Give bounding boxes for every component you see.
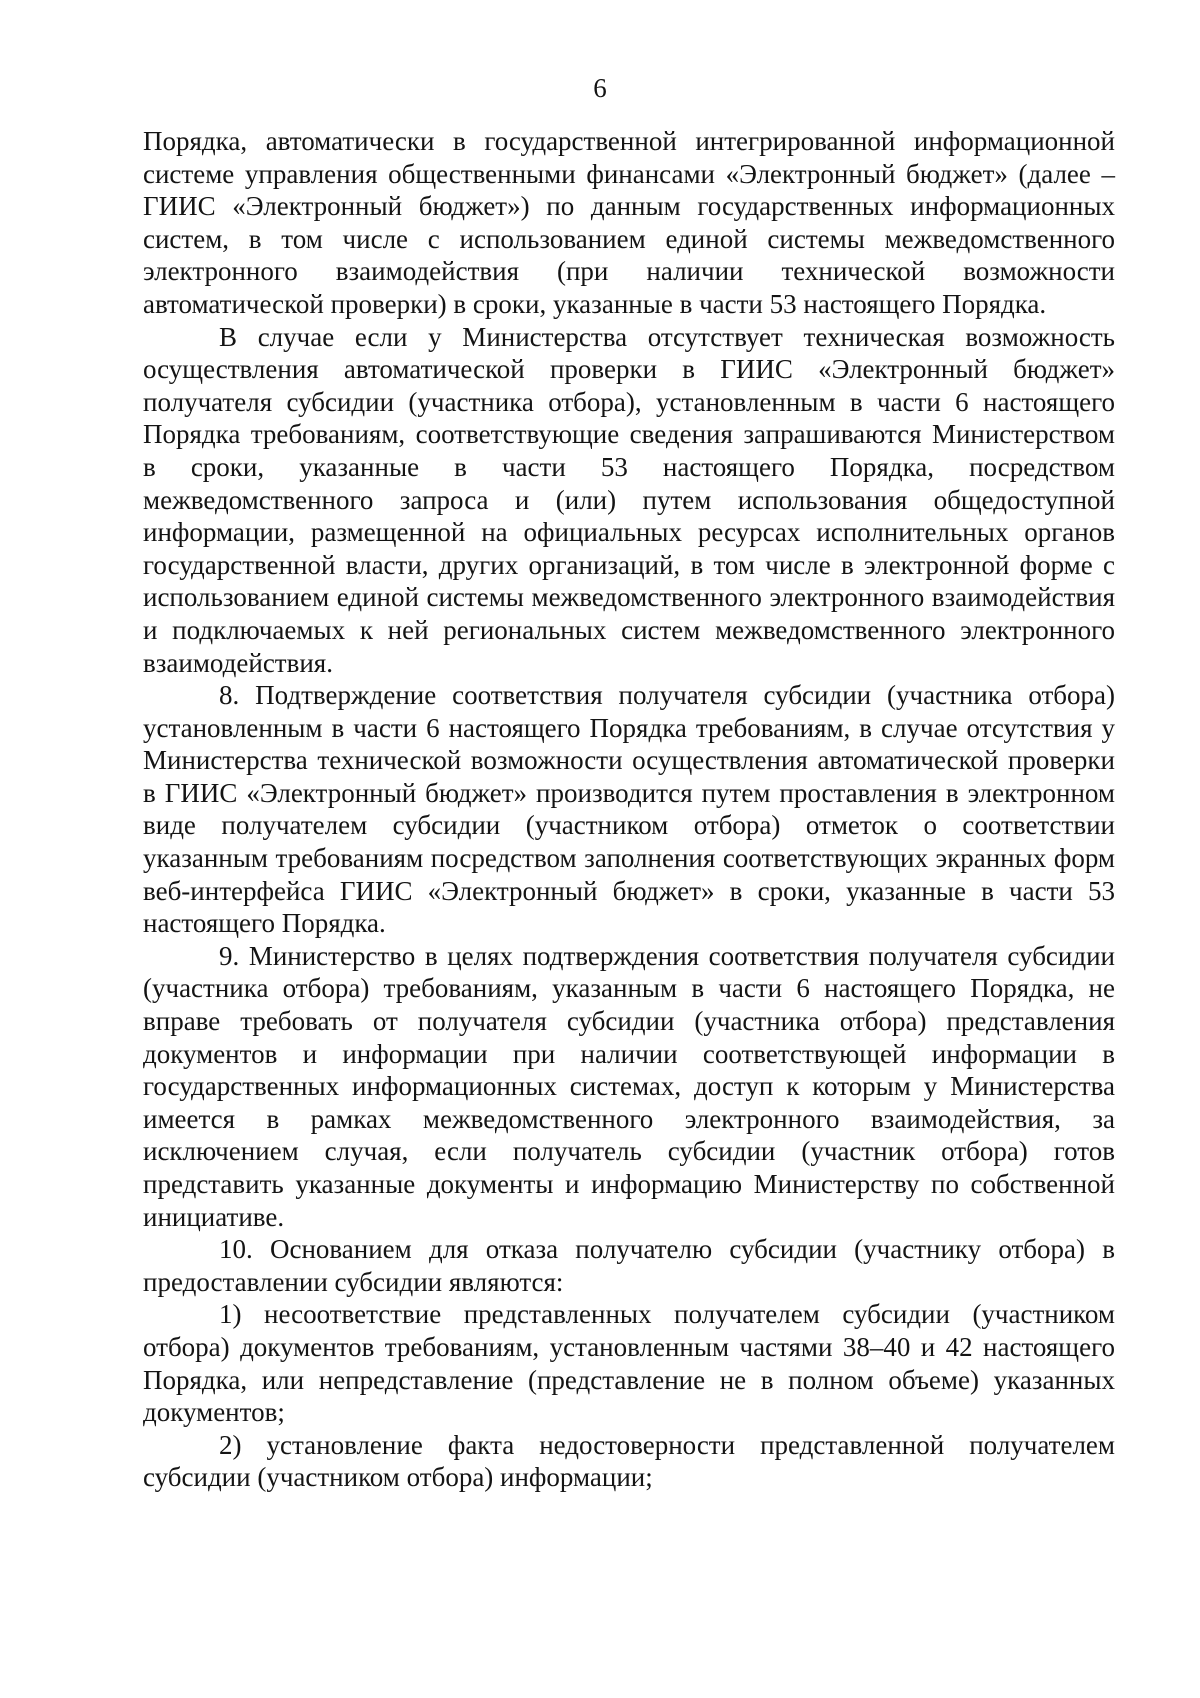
paragraph-subitem-2: 2) установление факта недостоверности представленной получателем субсидии (участником отбора) информации; bbox=[143, 1429, 1115, 1493]
paragraph-subitem-1: 1) несоответствие представленных получателем субсидии (участником отбора) документов требованиям, установленным частями 38–40 и 42 настоящего Порядка, или непредставление (представление не в полном объеме) указанных документов; bbox=[143, 1299, 1115, 1428]
paragraph-no-technical-possibility: В случае если у Министерства отсутствует техническая возможность осуществления автоматической проверки в ГИИС «Электронный бюджет» получателя субсидии (участника отбора), установленным в части 6 настоящего Порядка требованиям, соответствующие сведения запрашиваются Министерством в сроки, указанные в части 53 настоящего Порядка, посредством межведомственного запроса и (или) путем использования общедоступной информации, размещенной на официальных ресурсах исполнительных органов государственной власти, других организаций, в том числе в электронной форме с использованием единой системы межведомственного электронного взаимодействия и подключаемых к ней региональных систем межведомственного электронного взаимодействия. bbox=[143, 321, 1115, 678]
paragraph-item-8: 8. Подтверждение соответствия получателя субсидии (участника отбора) установленным в части 6 настоящего Порядка требованиям, в случае отсутствия у Министерства технической возможности осуществления автоматической проверки в ГИИС «Электронный бюджет» производится путем проставления в электронном виде получателем субсидии (участником отбора) отметок о соответствии указанным требованиям посредством заполнения соответствующих экранных форм веб-интерфейса ГИИС «Электронный бюджет» в сроки, указанные в части 53 настоящего Порядка. bbox=[143, 680, 1115, 939]
document-body bbox=[143, 125, 1115, 1494]
paragraph-item-10: 10. Основанием для отказа получателю субсидии (участнику отбора) в предоставлении субсидии являются: bbox=[143, 1234, 1115, 1297]
paragraph-item-9: 9. Министерство в целях подтверждения соответствия получателя субсидии (участника отбора) требованиям, указанным в части 6 настоящего Порядка, не вправе требовать от получателя субсидии (участника отбора) представления документов и информации при наличии соответствующей информации в государственных информационных системах, доступ к которым у Министерства имеется в рамках межведомственного электронного взаимодействия, за исключением случая, если получатель субсидии (участник отбора) готов представить указанные документы и информацию Министерству по собственной инициативе. bbox=[143, 940, 1115, 1232]
paragraph-continuation: Порядка, автоматически в государственной интегрированной информационной системе управления общественными финансами «Электронный бюджет» (далее – ГИИС «Электронный бюджет») по данным государственных информационных систем, в том числе с использованием единой системы межведомственного электронного взаимодействия (при наличии технической возможности автоматической проверки) в сроки, указанные в части 53 настоящего Порядка. bbox=[143, 126, 1115, 319]
page-number: 6 bbox=[593, 73, 607, 103]
